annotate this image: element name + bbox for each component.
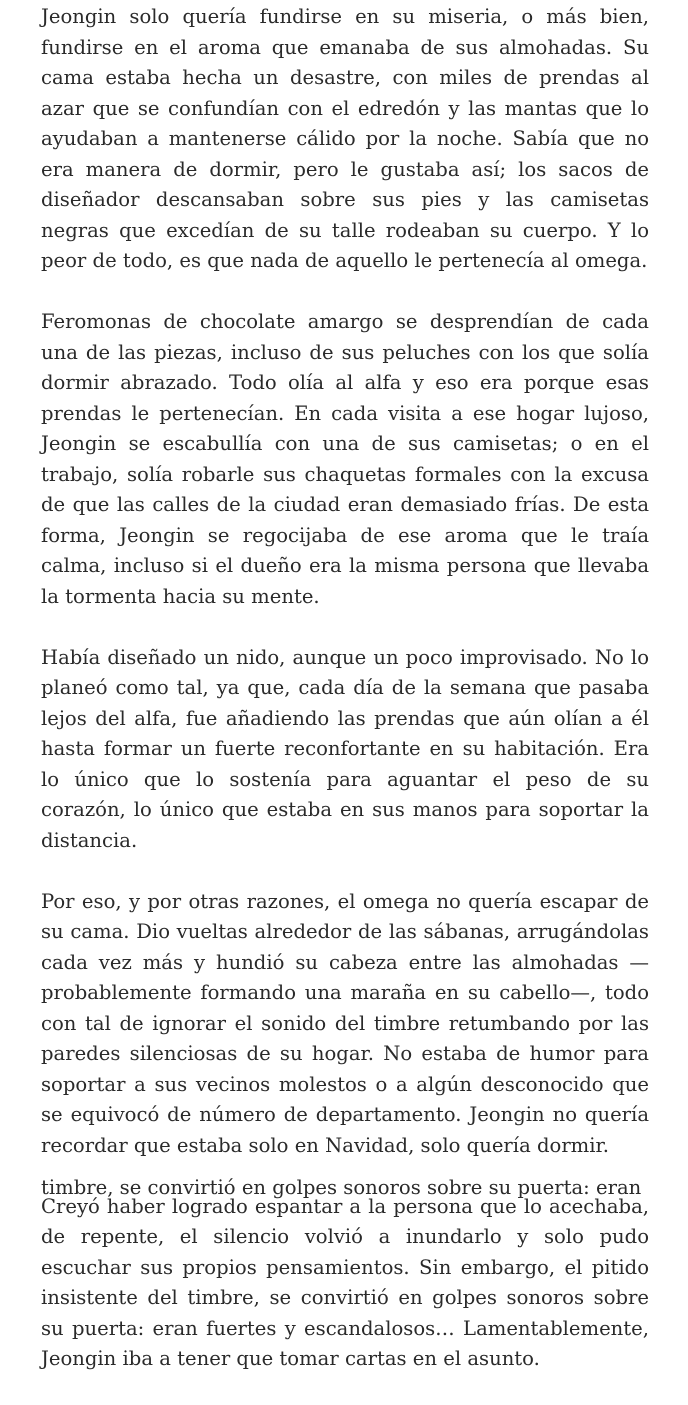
paragraph-4: Por eso, y por otras razones, el omega no quería escapar de su cama. Dio vueltas alrededor de las sábanas, arrugándolas cada vez más y hundió su cabeza entre las almohadas —probablemente formando una maraña en su cabello—, todo con tal de ignorar el sonido del timbre retumbando por las paredes silenciosas de su hogar. No estaba de humor para soportar a sus vecinos molestos o a algún desconocido que se equivocó de número de departamento. Jeongin no quería recordar que estaba solo en Navidad, solo quería dormir. [41,889,649,1157]
paragraph-3: Había diseñado un nido, aunque un poco improvisado. No lo planeó como tal, ya que, cada día de la semana que pasaba lejos del alfa, fue añadiendo las prendas que aún olían a él hasta formar un fuerte reconfortante en su habitación. Era lo único que lo sostenía para aguantar el peso de su corazón, lo único que estaba en sus manos para soportar la distancia. [41,645,649,852]
cutoff-text: timbre, se convirtió en golpes sonoros sobre su puerta: eran [41,1176,642,1199]
paragraph-1: Jeongin solo quería fundirse en su miseria, o más bien, fundirse en el aroma que emanaba de sus almohadas. Su cama estaba hecha un desastre, con miles de prendas al azar que se confundían con el edredón y las mantas que lo ayudaban a mantenerse cálido por la noche. Sabía que no era manera de dormir, pero le gustaba así; los sacos de diseñador descansaban sobre sus pies y las camisetas negras que excedían de su talle rodeaban su cuerpo. Y lo peor de todo, es que nada de aquello le pertenecía al omega. [41,5,649,272]
paragraph-5: Creyó haber logrado espantar a la persona que lo acechaba, de repente, el silencio volvió a inundarlo y solo pudo escuchar sus propios pensamientos. Sin embargo, el pitido insistente del timbre, se convirtió en golpes sonoros sobre su puerta: eran fuertes y escandalosos… Lamentablemente, Jeongin iba a tener que tomar cartas en el asunto. [41,1194,649,1370]
paragraph-2: Feromonas de chocolate amargo se desprendían de cada una de las piezas, incluso de sus peluches con los que solía dormir abrazado. Todo olía al alfa y eso era porque esas prendas le pertenecían. En cada visita a ese hogar lujoso, Jeongin se escabullía con una de sus camisetas; o en el trabajo, solía robarle sus chaquetas formales con la excusa de que las calles de la ciudad eran demasiado frías. De esta forma, Jeongin se regocijaba de ese aroma que le traía calma, incluso si el dueño era la misma persona que llevaba la tormenta hacia su mente. [41,310,649,608]
cutoff-text-line [41,1176,649,1200]
